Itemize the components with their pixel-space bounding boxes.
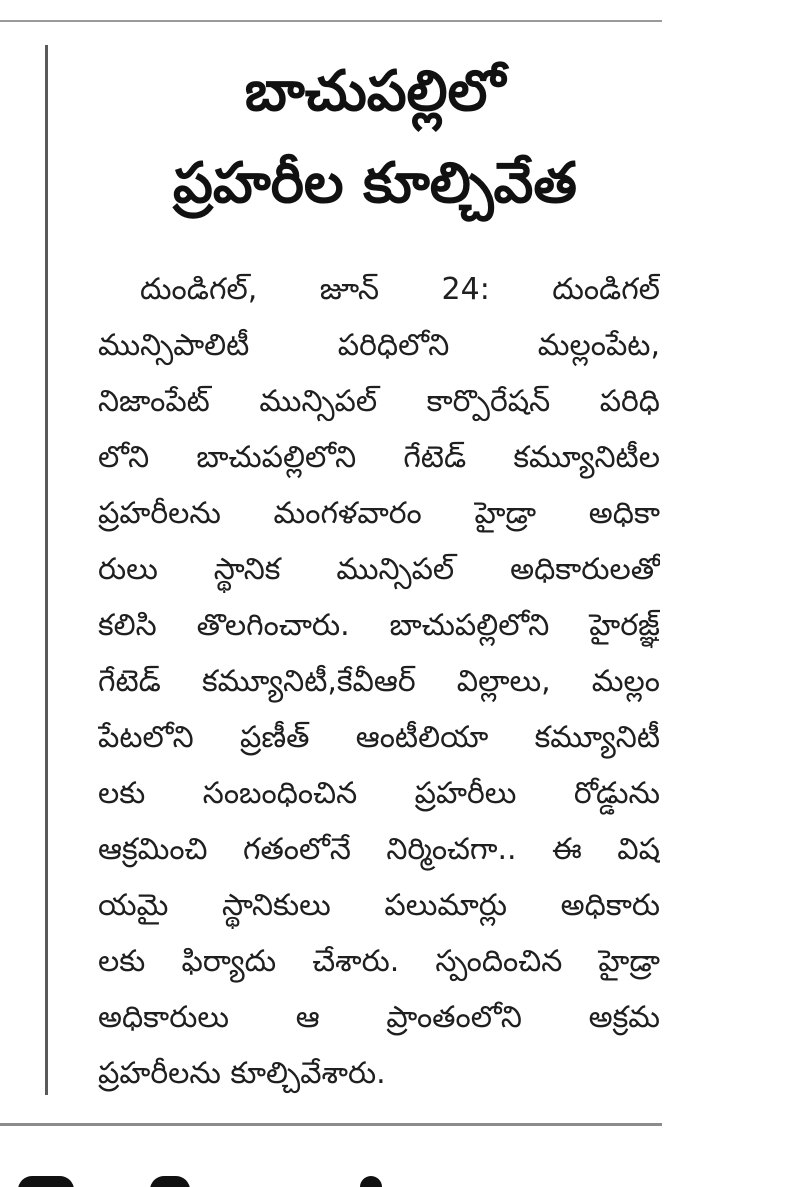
body-line-6: రులు స్థానిక మున్సిపల్ అధికారులతో — [98, 552, 660, 587]
body-line-11: ఆక్రమించి గతంలోనే నిర్మించగా.. ఈ విష — [98, 832, 660, 867]
top-divider-rule — [0, 20, 662, 22]
headline-glyph-fragment — [360, 1176, 382, 1187]
body-line-4: లోని బాచుపల్లిలోని గేటెడ్ కమ్యూనిటీల — [98, 440, 660, 475]
headline-glyph-fragment — [150, 1176, 190, 1187]
headline-line-1: బాచుపల్లిలో — [244, 59, 506, 124]
column-separator-line — [45, 45, 48, 1095]
headline-line-2: ప్రహరీల కూల్చివేత — [173, 151, 577, 216]
bottom-divider-rule — [0, 1123, 662, 1126]
body-line-9: పేటలోని ప్రణీత్ ఆంటీలియా కమ్యూనిటీ — [98, 720, 660, 755]
body-line-5: ప్రహరీలను మంగళవారం హైడ్రా అధికా — [98, 496, 660, 531]
body-line-15: ప్రహరీలను కూల్చివేశారు. — [98, 1056, 386, 1091]
next-article-headline-fragment — [0, 1168, 662, 1187]
body-line-14: అధికారులు ఆ ప్రాంతంలోని అక్రమ — [98, 1000, 660, 1035]
body-line-7: కలిసి తొలగించారు. బాచుపల్లిలోని హైరజ్ఞ్ — [98, 608, 660, 643]
body-line-2: మున్సిపాలిటీ పరిధిలోని మల్లంపేట, — [98, 328, 660, 363]
body-line-12: యమై స్థానికులు పలుమార్లు అధికారు — [98, 888, 660, 923]
body-line-10: లకు సంబంధించిన ప్రహరీలు రోడ్డును — [98, 776, 660, 811]
body-line-8: గేటెడ్ కమ్యూనిటీ,కేవీఆర్ విల్లాలు, మల్లం — [98, 664, 660, 699]
headline-glyph-fragment — [18, 1176, 74, 1187]
body-line-13: లకు ఫిర్యాదు చేశారు. స్పందించిన హైడ్రా — [98, 944, 660, 979]
body-line-1: దుండిగల్, జూన్ 24: దుండిగల్ — [140, 272, 660, 307]
body-line-3: నిజాంపేట్ మున్సిపల్ కార్పొరేషన్ పరిధి — [98, 384, 660, 419]
